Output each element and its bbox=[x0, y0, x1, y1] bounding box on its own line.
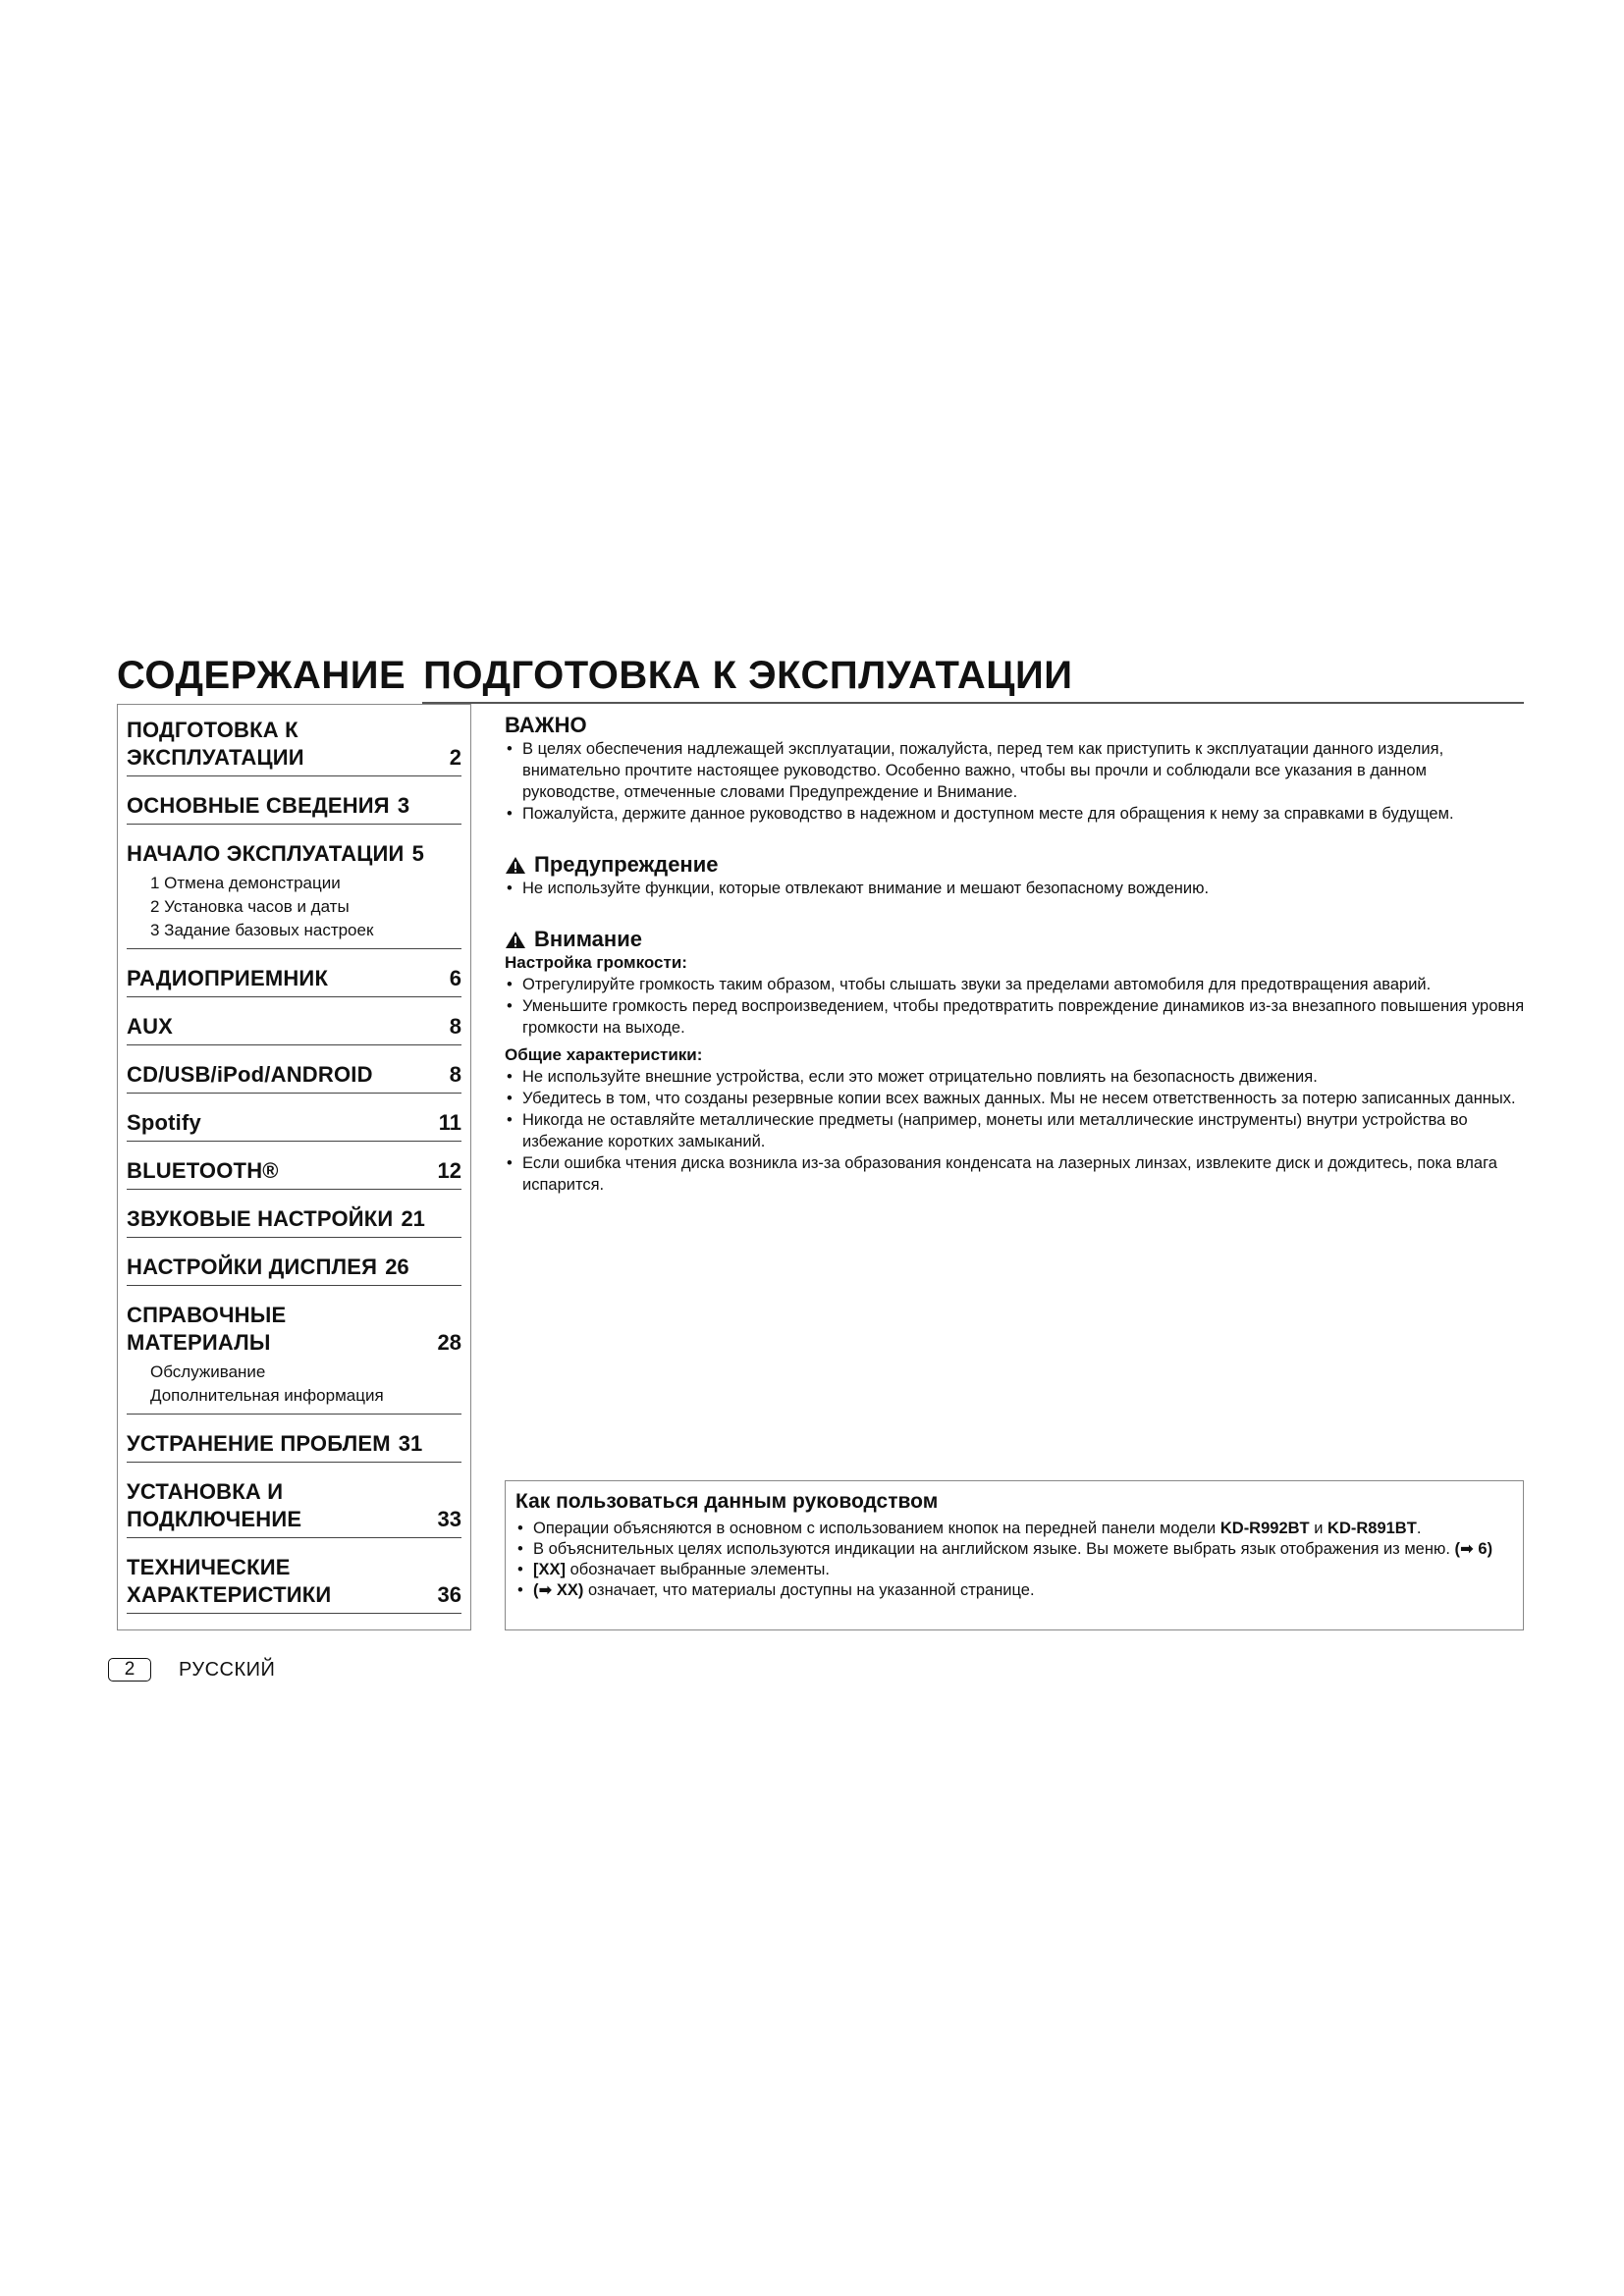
toc-item-page: 8 bbox=[449, 1062, 461, 1087]
toc-item-installation[interactable] bbox=[127, 1472, 461, 1538]
toc-item-basics[interactable] bbox=[127, 786, 461, 825]
toc-item-page: 5 bbox=[411, 841, 424, 866]
toc-item-specifications[interactable] bbox=[127, 1548, 461, 1614]
table-of-contents bbox=[117, 704, 471, 1630]
toc-item-label: BLUETOOTH® bbox=[127, 1158, 279, 1183]
bullet-text: • Отрегулируйте громкость таким образом, чтобы слышать звуки за пределами автомобиля для предотвращения аварий. bbox=[505, 974, 1526, 995]
toc-item-preparation[interactable] bbox=[127, 711, 461, 776]
selection-mark: [XX] bbox=[533, 1561, 566, 1578]
toc-item-display[interactable] bbox=[127, 1248, 461, 1286]
toc-item-label: НАЧАЛО ЭКСПЛУАТАЦИИ bbox=[127, 841, 405, 866]
toc-item-page: 11 bbox=[438, 1110, 461, 1135]
toc-item-label: НАСТРОЙКИ ДИСПЛЕЯ bbox=[127, 1255, 378, 1279]
bullet-text bbox=[515, 1539, 1513, 1560]
bullet-text: • Никогда не оставляйте металлические предметы (например, монеты или металлические инструменты) внутри устройства во избежание коротких замыканий. bbox=[505, 1109, 1526, 1152]
title-rule bbox=[422, 702, 1524, 704]
toc-item-page: 26 bbox=[385, 1255, 409, 1279]
page-title bbox=[117, 654, 1523, 698]
toc-item-sound[interactable] bbox=[127, 1200, 461, 1238]
bullet-text: • Уменьшите громкость перед воспроизведением, чтобы предотвратить повреждение динамиков из-за внезапного повышения уровня громкости на выходе. bbox=[505, 995, 1526, 1039]
toc-item-label: CD/USB/iPod/ANDROID bbox=[127, 1062, 373, 1087]
toc-item-getting-started[interactable] bbox=[127, 834, 461, 949]
toc-item-label: AUX bbox=[127, 1014, 174, 1039]
howto-text: . bbox=[1416, 1520, 1422, 1537]
toc-item-radio[interactable] bbox=[127, 959, 461, 997]
bullet-text: • В целях обеспечения надлежащей эксплуатации, пожалуйста, перед тем как приступить к эксплуатации данного изделия, внимательно прочтите настоящее руководство. Особенно важно, чтобы вы прочли и соблюдали все указания в данном руководстве, отмеченные словами Предупреждение и Внимание. bbox=[505, 738, 1526, 803]
toc-item-label: УСТАНОВКА И ПОДКЛЮЧЕНИЕ bbox=[127, 1479, 302, 1531]
toc-item-label: Spotify bbox=[127, 1110, 201, 1135]
toc-item-page: 36 bbox=[437, 1582, 461, 1607]
toc-item-label: ОСНОВНЫЕ СВЕДЕНИЯ bbox=[127, 793, 390, 818]
warning-heading: Предупреждение bbox=[534, 852, 719, 877]
caution-triangle-icon bbox=[505, 931, 526, 949]
toc-subitem[interactable]: Дополнительная информация bbox=[150, 1386, 384, 1405]
bullet-text: • Не используйте внешние устройства, если это может отрицательно повлиять на безопасность движения. bbox=[505, 1066, 1526, 1088]
toc-item-label: ТЕХНИЧЕСКИЕ ХАРАКТЕРИСТИКИ bbox=[127, 1555, 332, 1607]
toc-item-label: ПОДГОТОВКА К ЭКСПЛУАТАЦИИ bbox=[127, 718, 304, 770]
toc-item-page: 2 bbox=[449, 745, 461, 770]
toc-item-page: 8 bbox=[449, 1014, 461, 1039]
toc-item-reference[interactable] bbox=[127, 1296, 461, 1415]
page-number: 2 bbox=[108, 1658, 151, 1682]
toc-item-label: РАДИОПРИЕМНИК bbox=[127, 966, 329, 990]
bullet-text bbox=[515, 1560, 1513, 1580]
toc-item-label: СПРАВОЧНЫЕ МАТЕРИАЛЫ bbox=[127, 1303, 287, 1355]
model-name: KD-R891BT bbox=[1327, 1520, 1417, 1537]
toc-item-bluetooth[interactable] bbox=[127, 1151, 461, 1190]
language-label: РУССКИЙ bbox=[179, 1658, 276, 1681]
toc-subitem[interactable]: 3 Задание базовых настроек bbox=[150, 921, 374, 939]
warning-block bbox=[505, 852, 1526, 899]
toc-subitem[interactable]: Обслуживание bbox=[150, 1362, 266, 1381]
warning-triangle-icon bbox=[505, 856, 526, 875]
how-to-use-box bbox=[505, 1480, 1524, 1630]
caution-heading: Внимание bbox=[534, 927, 642, 951]
section-title: ПОДГОТОВКА К ЭКСПЛУАТАЦИИ bbox=[423, 654, 1073, 697]
toc-item-troubleshooting[interactable] bbox=[127, 1424, 461, 1463]
howto-text: Операции объясняются в основном с использованием кнопок на передней панели модели bbox=[533, 1520, 1220, 1537]
toc-item-page: 6 bbox=[449, 966, 461, 990]
howto-text: В объяснительных целях используются индикации на английском языке. Вы можете выбрать язык отображения из меню. bbox=[533, 1540, 1455, 1558]
page-reference: (➡ 6) bbox=[1454, 1540, 1493, 1558]
howto-text: и bbox=[1309, 1520, 1328, 1537]
general-heading: Общие характеристики: bbox=[505, 1045, 703, 1064]
toc-item-page: 3 bbox=[397, 793, 410, 818]
page-footer bbox=[108, 1655, 275, 1684]
toc-title: СОДЕРЖАНИЕ bbox=[117, 654, 406, 697]
caution-block bbox=[505, 927, 1526, 1196]
bullet-text: • Если ошибка чтения диска возникла из-за образования конденсата на лазерных линзах, извлеките диск и дождитесь, пока влага испарится. bbox=[505, 1152, 1526, 1196]
toc-item-spotify[interactable] bbox=[127, 1103, 461, 1142]
main-content bbox=[505, 713, 1526, 1203]
toc-item-aux[interactable] bbox=[127, 1007, 461, 1045]
important-heading: ВАЖНО bbox=[505, 713, 587, 737]
bullet-text bbox=[515, 1580, 1513, 1601]
howto-text: означает, что материалы доступны на указанной странице. bbox=[583, 1581, 1035, 1599]
model-name: KD-R992BT bbox=[1219, 1520, 1310, 1537]
toc-item-label: УСТРАНЕНИЕ ПРОБЛЕМ bbox=[127, 1431, 391, 1456]
toc-subitem[interactable]: 1 Отмена демонстрации bbox=[150, 874, 341, 892]
bullet-text: • Убедитесь в том, что созданы резервные копии всех важных данных. Мы не несем ответственность за потерю записанных данных. bbox=[505, 1088, 1526, 1109]
toc-item-page: 21 bbox=[401, 1206, 425, 1231]
bullet-text: • Пожалуйста, держите данное руководство в надежном и доступном месте для обращения к нему за справками в будущем. bbox=[505, 803, 1526, 825]
toc-item-page: 33 bbox=[437, 1507, 461, 1531]
howto-heading: Как пользоваться данным руководством bbox=[515, 1490, 939, 1513]
bullet-text: • Не используйте функции, которые отвлекают внимание и мешают безопасному вождению. bbox=[505, 878, 1526, 899]
toc-item-label: ЗВУКОВЫЕ НАСТРОЙКИ bbox=[127, 1206, 394, 1231]
volume-heading: Настройка громкости: bbox=[505, 953, 687, 972]
howto-text: обозначает выбранные элементы. bbox=[566, 1561, 831, 1578]
bullet-text bbox=[515, 1519, 1513, 1539]
toc-item-page: 12 bbox=[437, 1158, 461, 1183]
page-heading bbox=[117, 654, 1523, 699]
toc-item-page: 28 bbox=[437, 1330, 461, 1355]
toc-item-cd-usb[interactable] bbox=[127, 1055, 461, 1094]
page-reference-mark: (➡ XX) bbox=[533, 1581, 584, 1599]
toc-subitem[interactable]: 2 Установка часов и даты bbox=[150, 897, 350, 916]
important-block bbox=[505, 713, 1526, 825]
toc-item-page: 31 bbox=[398, 1431, 423, 1456]
